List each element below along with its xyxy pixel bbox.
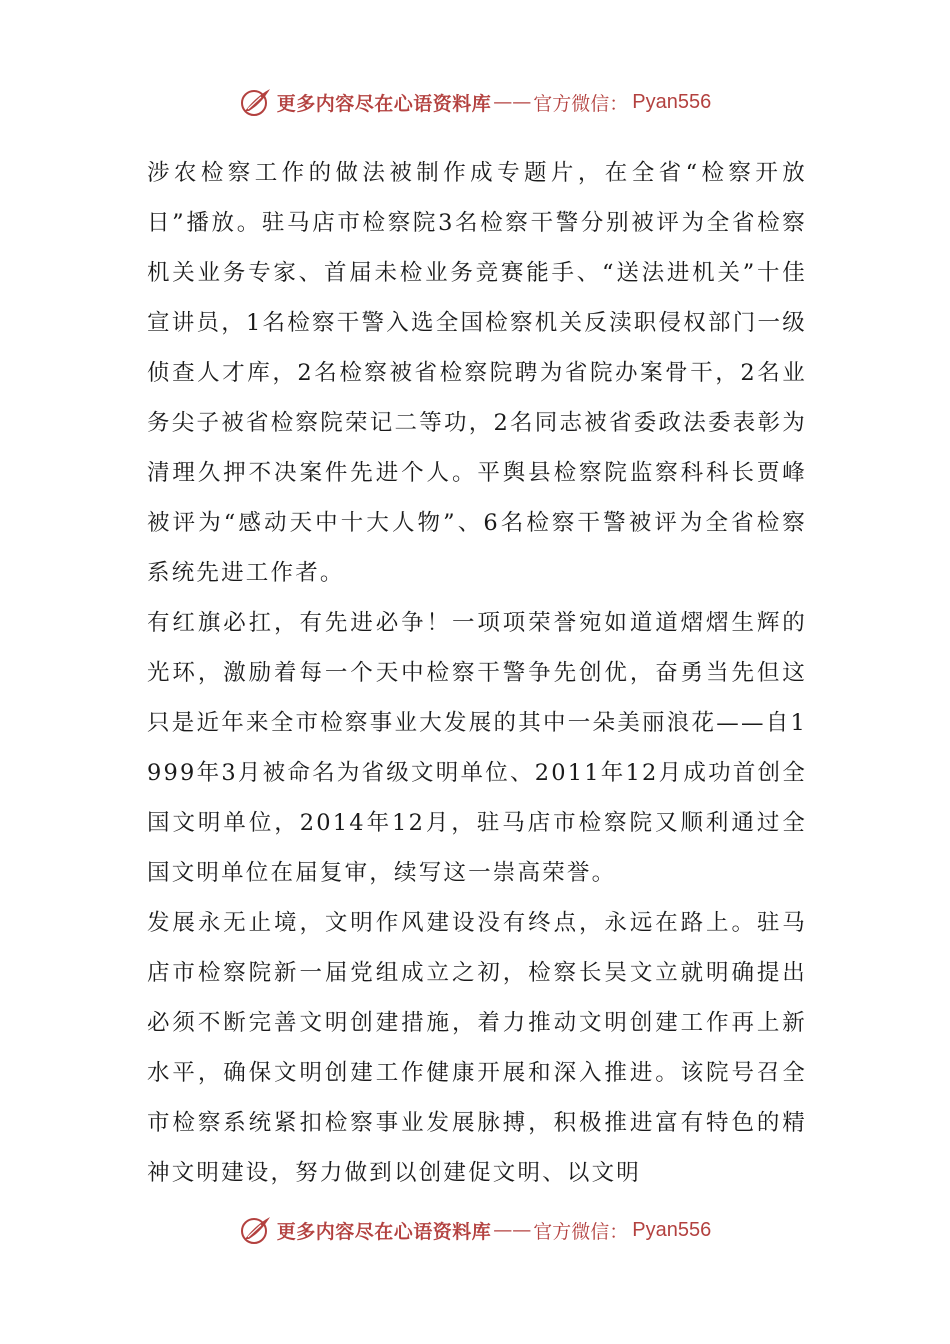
footer-wechat-id: Pyan556 — [632, 1218, 712, 1241]
footer-banner — [0, 1210, 950, 1250]
header-wechat-id: Pyan556 — [632, 90, 712, 113]
header-dash: —— — [493, 91, 532, 113]
footer-wechat-label: 官方微信： — [533, 1220, 629, 1243]
header-brand-text: 更多内容尽在心语资料库 — [276, 92, 492, 115]
footer-brand-text: 更多内容尽在心语资料库 — [276, 1220, 492, 1243]
header-wechat-label: 官方微信： — [533, 92, 629, 115]
footer-dash: —— — [493, 1219, 532, 1241]
paragraph-2: 有红旗必扛，有先进必争！一项项荣誉宛如道道熠熠生辉的光环，激励着每一个天中检察干警争先创优，奋勇当先但这只是近年来全市检察事业大发展的其中一朵美丽浪花——自1999年3月被命名为省级文明单位、2011年12月成功首创全国文明单位，2014年12月，驻马店市检察院又顺利通过全国文明单位在届复审，续写这一崇高荣誉。 — [147, 610, 807, 886]
quill-logo-icon — [239, 1213, 273, 1247]
quill-logo-icon — [239, 85, 273, 119]
paragraph-1: 涉农检察工作的做法被制作成专题片，在全省“检察开放日”播放。驻马店市检察院3名检察干警分别被评为全省检察机关业务专家、首届未检业务竞赛能手、“送法进机关”十佳宣讲员，1名检察干警入选全国检察机关反渎职侵权部门一级侦查人才库，2名检察被省检察院聘为省院办案骨干，2名业务尖子被省检察院荣记二等功，2名同志被省委政法委表彰为清理久押不决案件先进个人。平舆县检察院监察科科长贾峰被评为“感动天中十大人物”、6名检察干警被评为全省检察系统先进工作者。 — [147, 160, 807, 586]
paragraph-3: 发展永无止境，文明作风建设没有终点，永远在路上。驻马店市检察院新一届党组成立之初，检察长吴文立就明确提出必须不断完善文明创建措施，着力推动文明创建工作再上新水平，确保文明创建工作健康开展和深入推进。该院号召全市检察系统紧扣检察事业发展脉搏，积极推进富有特色的精神文明建设，努力做到以创建促文明、以文明 — [147, 910, 807, 1186]
document-body — [147, 148, 807, 1198]
header-banner — [0, 82, 950, 122]
